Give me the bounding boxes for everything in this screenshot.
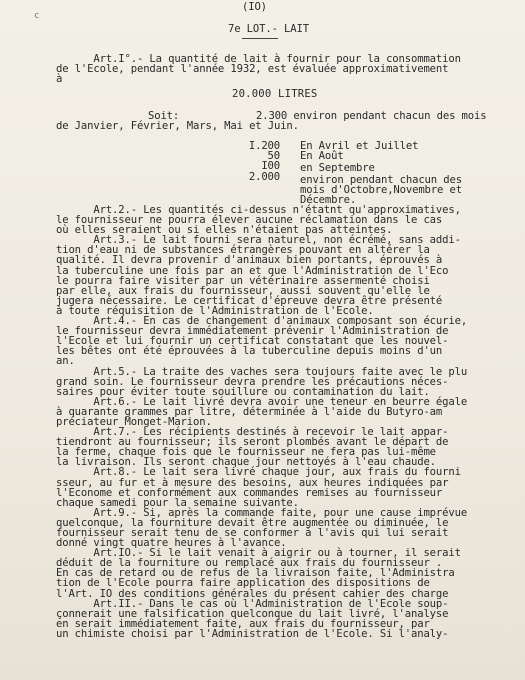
text-line: les bêtes ont été éprouvées à la tuberculine depuis moins d'un bbox=[56, 345, 443, 358]
text-line: Art.7.- Les récipients destinés à recevoir le lait appar- bbox=[56, 426, 449, 439]
text-line: jugera nécessaire. Le certificat d'épreuve devra être présenté bbox=[56, 294, 443, 307]
text-line: chaque samedi pour la semaine suivante. bbox=[56, 496, 299, 509]
text-line: un chimiste choisi par l'Administration de l'Ecole. Si l'analy- bbox=[56, 627, 449, 640]
schedule-quantity: I.200 bbox=[248, 140, 280, 152]
text-line: quelconque, la fourniture devait être augmentée ou diminuée, le bbox=[56, 516, 449, 529]
text-line: tion de l'Ecole pourra faire application des dispositions de bbox=[56, 577, 430, 590]
text-line: à toute réquisition de l'Administration de l'Ecole. bbox=[56, 304, 374, 317]
text-line: l'Ecole et lui fournir un certificat constatant que les nouvel- bbox=[56, 335, 449, 348]
soit-monthly-quantity: 2.300 environ pendant chacun des mois bbox=[256, 110, 487, 122]
text-line: sseur, au fur et à mesure des besoins, aux heures indiquées par bbox=[56, 476, 449, 489]
text-line: par elle, aux frais du fournisseur, aussi souvent qu'elle le bbox=[56, 284, 430, 297]
text-line: en serait immédiatement faite, aux frais du fournisseur, par bbox=[56, 617, 430, 630]
text-line: l'Econome et conformément aux commandes remises au fournisseur bbox=[56, 486, 443, 499]
text-line: où elles seraient ou si elles n'étaient pas atteintes. bbox=[56, 224, 393, 237]
text-line: En cas de retard ou de refus de la livraison faite, l'Administra bbox=[56, 567, 455, 580]
schedule-quantity: I00 bbox=[261, 160, 280, 172]
text-line: Art.II.- Dans le cas où l'Administration de l'Ecole soup- bbox=[56, 597, 449, 610]
text-line: an. bbox=[56, 355, 75, 368]
text-line: le fournisseur ne pourra élever aucune réclamation dans le cas bbox=[56, 214, 443, 227]
text-line: tiendront au fournisseur; ils seront plombés avant le départ de bbox=[56, 436, 449, 449]
text-line: Art.IO.- Si le lait venait à aigrir ou à tourner, il serait bbox=[56, 547, 461, 560]
schedule-period: En Avril et Juillet bbox=[300, 140, 419, 152]
text-line: saires pour éviter toute souillure ou contamination du lait. bbox=[56, 385, 430, 398]
text-line: préciateur Monget-Marion. bbox=[56, 415, 212, 428]
text-line: l'Art. IO des conditions générales du présent cahier des charge bbox=[56, 587, 449, 600]
text-line: fournisseur serait tenu de se conformer à l'avis qui lui serait bbox=[56, 527, 449, 539]
schedule-quantity: 2.000 bbox=[248, 171, 280, 183]
soit-label: Soit: bbox=[148, 110, 180, 122]
text-line: Art.3.- Le lait fourni sera naturel, non écrémé, sans addi- bbox=[56, 234, 461, 247]
text-line: la ferme, chaque fois que le fournisseur ne fera pas lui-même bbox=[56, 446, 436, 459]
schedule-period: Décembre. bbox=[300, 194, 357, 206]
corner-mark: c bbox=[34, 11, 40, 21]
text-line: Art.6.- Le lait livré devra avoir une teneur en beurre égale bbox=[56, 395, 468, 408]
heading-underline bbox=[242, 38, 278, 39]
text-line: Art.8.- Le lait sera livré chaque jour, aux frais du fourni bbox=[56, 466, 461, 479]
page-number: (IO) bbox=[242, 1, 267, 13]
total-quantity: 20.000 LITRES bbox=[232, 88, 318, 100]
articles-body bbox=[56, 205, 524, 639]
schedule-period: en Septembre bbox=[300, 162, 375, 174]
text-line: la tuberculine une fois par an et que l'Administration de l'Eco bbox=[56, 264, 449, 277]
text-line: Art.2.- Les quantités ci-dessus n'étatnt qu'approximatives, bbox=[56, 204, 461, 216]
text-line: grand soin. Le fournisseur devra prendre les précautions néces- bbox=[56, 375, 449, 388]
text-line: à quarante grammes par litre, déterminée à l'aide du Butyro-am bbox=[56, 405, 443, 418]
text-line: à bbox=[56, 73, 63, 86]
text-line: qualité. Il devra provenir d'animaux bien portants, éprouvés à bbox=[56, 254, 443, 267]
soit-months: de Janvier, Février, Mars, Mai et Juin. bbox=[56, 120, 299, 132]
text-line: déduit de la fourniture ou remplacé aux frais du fournisseur . bbox=[56, 557, 443, 570]
text-line: Art.4.- En cas de changement d'animaux composant son écurie, bbox=[56, 315, 468, 328]
text-line: çonnerait une falsification quelconque du lait livré, l'analyse bbox=[56, 607, 449, 620]
schedule-quantity: 50 bbox=[267, 150, 280, 162]
section-heading: 7e LOT.- LAIT bbox=[228, 23, 309, 35]
text-line: Art.9.- Si, après la commande faite, pour une cause imprévue bbox=[56, 506, 468, 519]
schedule-period: environ pendant chacun des bbox=[300, 174, 462, 186]
text-line: de l'Ecole, pendant l'année 1932, est évaluée approximativement bbox=[56, 63, 449, 76]
schedule-period: En Août bbox=[300, 150, 344, 162]
text-line: le pourra faire visiter par un vétérinaire assermenté choisi bbox=[56, 274, 430, 287]
text-line: la livraison. Ils seront chaque jour nettoyés à l'eau chaude. bbox=[56, 456, 436, 469]
schedule-period: mois d'Octobre,Novembre et bbox=[300, 184, 462, 196]
text-line: Art.5.- La traite des vaches sera toujours faite avec le plu bbox=[56, 365, 468, 378]
text-line: Art.I°.- La quantité de lait à fournir pour la consommation bbox=[56, 53, 461, 65]
article-1 bbox=[56, 54, 524, 84]
text-line: tion d'eau ni de substances étrangères pouvant en altérer la bbox=[56, 244, 430, 257]
text-line: donné vingt quatre heures à l'avance. bbox=[56, 537, 287, 550]
text-line: le fournisseur devra immédiatement prévenir l'Administration de bbox=[56, 325, 449, 338]
